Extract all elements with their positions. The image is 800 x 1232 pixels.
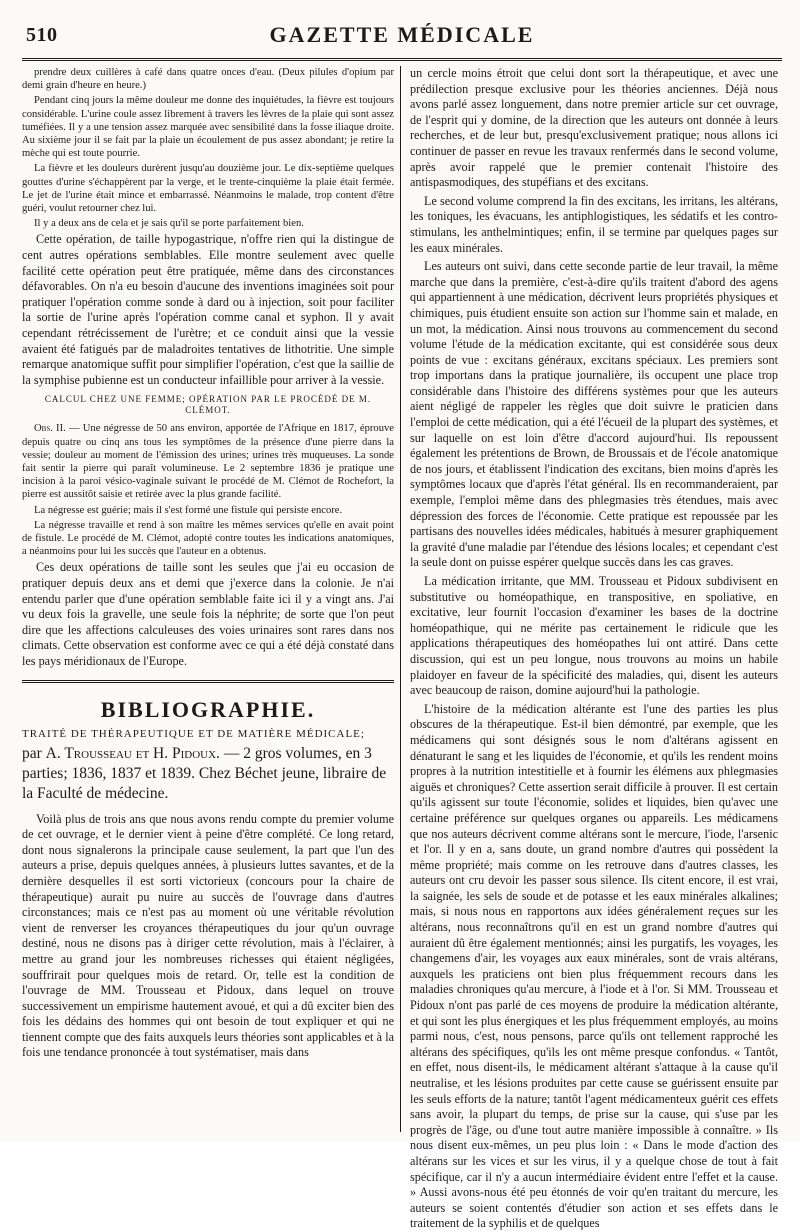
review-start bbox=[22, 812, 394, 1062]
journal-title: GAZETTE MÉDICALE bbox=[269, 22, 535, 47]
paragraph: La fièvre et les douleurs durèrent jusqu'au douzième jour. Le dix-septième quelques gouttes d'urine s'échappèrent par la verge, et le trente-cinquième la plaie était fermée. Le jet de l'urine était mince et embarrassé. Néanmoins le malade, trop content d'être guéri, voulut retourner chez lui. bbox=[22, 163, 394, 215]
paragraph: La négresse travaille et rend à son maître les mêmes services qu'elle en avait point de fistule. Le procédé de M. Clémot, adopté contre toutes les indications anatomiques, a néanmoins pour lui les succès que l'auteur en a obtenus. bbox=[22, 519, 394, 558]
page-header bbox=[22, 20, 782, 54]
paragraph: un cercle moins étroit que celui dont sort la thérapeutique, et avec une prédilection presque exclusive pour les théories anciennes. Déjà nous avons parlé assez longuement, dans notre premier article sur cet ouvrage, de l'esprit qui y domine, de la direction que les auteurs ont donnée à leurs recherches, et de leur but, presqu'exclusivement pratique; nous allons ici continuer de passer en revue les travaux renfermés dans le second volume, après avoir rappelé que le premier contenait l'histoire des antispasmodiques, des stupéfians et des excitans. bbox=[410, 66, 778, 190]
paragraph: Voilà plus de trois ans que nous avons rendu compte du premier volume de cet ouvrage, et le dernier vient à peine d'être complété. Ce long retard, dont nous signalerons la principale cause seulement, la part que l'un des auteurs a prise, depuis quelques années, à plusieurs luttes savantes, et de la dernière desquelles il est sorti victorieux (concours pour la chaire de thérapeutique) aurait pu nuire au succès de l'ouvrage dans d'autres circonstances; mais ce n'est pas au moment où une véritable révolution vient de renverser les croyances thérapeutiques du jour qu'un ouvrage destiné, nous ne disons pas à diriger cette révolution, mais à l'éclairer, à mettre au grand jour les nombreuses richesses qui étaient négligées, souffrirait pour quelques mois de retard. Or, telle est la condition de l'ouvrage de MM. Trousseau et Pidoux, dans lequel on trouve successivement un empirisme hautement avoué, et qui a dû exciter bien des fois les dédains des hommes qui ont besoin de tout expliquer et qui ne tiennent compte que des faits auxquels leurs théories sont applicables et à la fois une tendance prononcée à tout systématiser, mais dans bbox=[22, 811, 394, 1060]
column-divider bbox=[400, 66, 401, 1132]
paragraph: L'histoire de la médication altérante est l'une des parties les plus obscures de la thérapeutique. Est-il bien démontré, par exemple, que les médicamens qui sont désignés sous le nom d'altérans agissent en dénaturant le sang et les liquides de l'économie, et qu'ils les rendent moins propres à la nutrition intestitielle et à fournir les élémens aux phlegmasies aiguës et chroniques? Cette assertion serait difficile à prouver. Il est certain qu'ils agissent sur toute l'économie, solides et liquides, bien qu'avec une certaine préférence sur quelques organes ou appareils. Les médicamens que nos auteurs décrivent comme altérans sont le mercure, l'iode, l'arsenic et l'or. Il y en a, sans doute, un grand nombre d'autres qui possèdent la même propriété; mais comme on les retrouve dans d'autres classes, les auteurs ont cru devoir les passer sous silence. Ils citent encore, il est vrai, la saignée, les sels de soude et de potasse et les eaux minérales alkalines; mais, si nous nous en rapportons aux idées généralement reçues sur les altérans, nous reconnaîtrons qu'il en est un grand nombre d'autres qui auraient dû être également mentionnés; ainsi les purgatifs, les voyages, les changemens d'air, les voyages aux eaux minérales, sont de vrais altérans, auxquels les praticiens ont bien plus fréquemment recours dans les maladies chroniques qu'au mercure, à l'iode et à l'or. Si MM. Trousseau et Pidoux n'ont pas parlé de ces moyens de produire la médication altérante, et qui sont les plus énergiques et les plus fréquemment employés, au moins parmi nous, c'est, nous pensons, parce qu'ils ont tellement rapproché les altérans des spécifiques, qu'ils les ont même presque confondus. « Tantôt, en effet, nous disent-ils, le médicament altérant s'attaque à la cause qu'il neutralise, et les lésions produites par cette cause se guérissent ensuite par les seuls efforts de la nature; tantôt l'agent médicamenteux guérit ces effets sans avoir, la plupart du temps, de prise sur la cause, qui s'use par les progrès de l'âge, ou d'une tout autre manière impossible à connaître. » Ils nous disent eux-mêmes, un peu plus loin : « Dans le mode d'action des altérans sur les vices et sur les virus, il y a quelque chose de tout à fait spécifique, car il n'y a aucun intermédiaire évident entre l'effet et la cause. » Aussi avons-nous été peu étonnés de voir qu'en traitant du mercure, les auteurs se soient contentés d'étudier son action et ses effets dans le traitement de la syphilis et de quelques bbox=[410, 701, 778, 1231]
paragraph: Il y a deux ans de cela et je sais qu'il se porte parfaitement bien. bbox=[34, 218, 304, 230]
case-heading: CALCUL CHEZ UNE FEMME; OPÉRATION PAR LE PROCÉDÉ DE M. CLÉMOT. bbox=[44, 394, 372, 416]
paragraph: Les auteurs ont suivi, dans cette seconde partie de leur travail, la même marche que dans la première, c'est-à-dire qu'ils traitent d'abord des agens qui appartiennent à une médication, décrivent leurs propriétés physiques et chimiques, puis étudient ensuite son action sur l'homme sain et malade, en un mot, la médication. Ainsi nous trouvons au commencement du second volume l'étude de la médication excitante, qui est considérée sous deux points de vue : excitans généraux, excitans spéciaux. Les premiers sont trop importans dans la pratique journalière, ils occupent une place trop considérable dans l'histoire des différens systèmes pour que les auteurs aient négligé de rappeler les règles que doit suivre le praticien dans l'emploi de cette médication, qui a été l'écueil de la plupart des systèmes, et sur laquelle on est loin d'être d'accord aujourd'hui. Ils repoussent également les prétentions de Brown, de Broussais et de l'école anatomique de nos jours, et établissent l'indication des excitans, bien moins d'après les symptômes locaux que d'après l'état général. Ils en recommanderaient, par exemple, l'emploi même dans des phlegmasies très étendues, mais avec dépression des forces de l'économie. Cette pratique est repoussée par les partisans des nouvelles idées médicales, habitués à mesurer graphiquement la gravité d'une maladie par l'étendue des lésions locales; et cependant c'est la seule dont on puisse espérer quelque succès dans les cas graves. bbox=[410, 259, 778, 570]
paragraph: Cette opération, de taille hypogastrique, n'offre rien qui la distingue de cent autres opérations semblables. Elle montre seulement avec quelle facilité cette opération peut être pratiquée, même dans des circonstances défavorables. On n'a eu besoin d'aucune des inventions imaginées soit pour pratiquer l'opération comme sonde à dard ou à injection, soit pour faciliter la sortie de l'urine après l'opération comme canal et syphon. Il y avait cependant rétrécissement de l'urètre; et ce conduit ainsi que la vessie avaient été fatigués par de maladroites tentatives de lithotritie. Une simple remarque anatomique suffit pour simplifier l'opération, c'est que la saillie de la symphise pubienne est un conducteur infaillible pour arriver à la vessie. bbox=[22, 232, 394, 387]
header-rule bbox=[22, 58, 782, 61]
bibliography-title: BIBLIOGRAPHIE. bbox=[100, 696, 316, 722]
observation-label: Obs. II. bbox=[34, 423, 66, 435]
page-number: 510 bbox=[26, 24, 58, 46]
left-column bbox=[22, 66, 394, 1134]
review-continuation bbox=[410, 66, 778, 1232]
section-rule bbox=[22, 680, 394, 683]
paragraph: Le second volume comprend la fin des excitans, les irritans, les altérans, les toniques, les évacuans, les antiphlogistiques, les sédatifs et les contro-stimulans, les anthelmintiques; enfin, il se termine par quelques pages sur les eaux minérales. bbox=[410, 193, 778, 255]
book-title: TRAITÉ DE THÉRAPEUTIQUE ET DE MATIÈRE MÉDICALE; bbox=[22, 727, 365, 740]
paragraph: La négresse est guérie; mais il s'est formé une fistule qui persiste encore. bbox=[34, 504, 343, 516]
observation-text: — Une négresse de 50 ans environ, apportée de l'Afrique en 1817, éprouve depuis quatre ou cinq ans tous les symptômes de la présence d'une pierre dans la vessie; douleur au moment de l'émission des urines; urines très muqueuses. La sonde fait sentir la pierre qui paraît volumineuse. Le 2 septembre 1836 je pratique une incision à la paroi vésico-vaginale suivant le procédé de M. Clémot de Rochefort, la pierre est aussitôt saisie et retirée avec la plus grande facilité. bbox=[22, 423, 394, 501]
commentary-block bbox=[22, 232, 394, 388]
authors-prefix: par bbox=[22, 744, 46, 762]
right-column bbox=[410, 66, 778, 1231]
paragraph: prendre deux cuillères à café dans quatre onces d'eau. (Deux pilules d'opium par demi grain d'heure en heure.) bbox=[22, 67, 394, 92]
authors-names: A. Trousseau et H. Pidoux. bbox=[45, 744, 220, 762]
book-authors bbox=[22, 744, 394, 804]
observation-two bbox=[22, 422, 394, 558]
closing-block bbox=[22, 560, 394, 669]
paragraph: Ces deux opérations de taille sont les seules que j'ai eu occasion de pratiquer depuis deux ans et demi que j'exerce dans la colonie. Je n'ai entendu parler que d'une opération semblable faite ici il y a vingt ans. J'ai vu deux fois la gravelle, une seule fois la néphrite; de sorte que l'on peut dire que les affections calculeuses des voies urinaires sont rares dans nos climats. Cette observation est conforme avec ce qui a été déjà constaté dans les pays méridionaux de l'Europe. bbox=[22, 560, 394, 668]
paragraph bbox=[22, 422, 394, 501]
paragraph: Pendant cinq jours la même douleur me donne des inquiétudes, la fièvre est toujours considérable. L'urine coule assez librement à travers les lèvres de la plaie qui sont assez tuméfiées. Il y a une tension assez marquée avec sensibilité dans la fosse iliaque droite. Au sixième jour il se fait par la plaie un écoulement de pus assez abondant; je retire la mèche qui est toute pourrie. bbox=[22, 95, 394, 160]
authors-details: — 2 gros volumes, en 3 parties; 1836, 1837 et 1839. Chez Béchet jeune, libraire de la Faculté de médecine. bbox=[22, 744, 387, 802]
observation-continuation bbox=[22, 66, 394, 230]
paragraph: La médication irritante, que MM. Trousseau et Pidoux subdivisent en substitutive ou homéopathique, en transpositive, en spoliative, en excitative, leur fournit l'occasion d'examiner les bases de la doctrine homéopathique, qui ne mérite pas certainement le ridicule que les applications thérapeutiques des homéopathes lui ont attiré. Dans cette discussion, qui est un peu longue, nous trouvons au moins un habile plaidoyer en faveur de la spécificité des maladies, qui, disent les auteurs avec beaucoup de raison, domine aujourd'hui la pathologie. bbox=[410, 574, 778, 698]
